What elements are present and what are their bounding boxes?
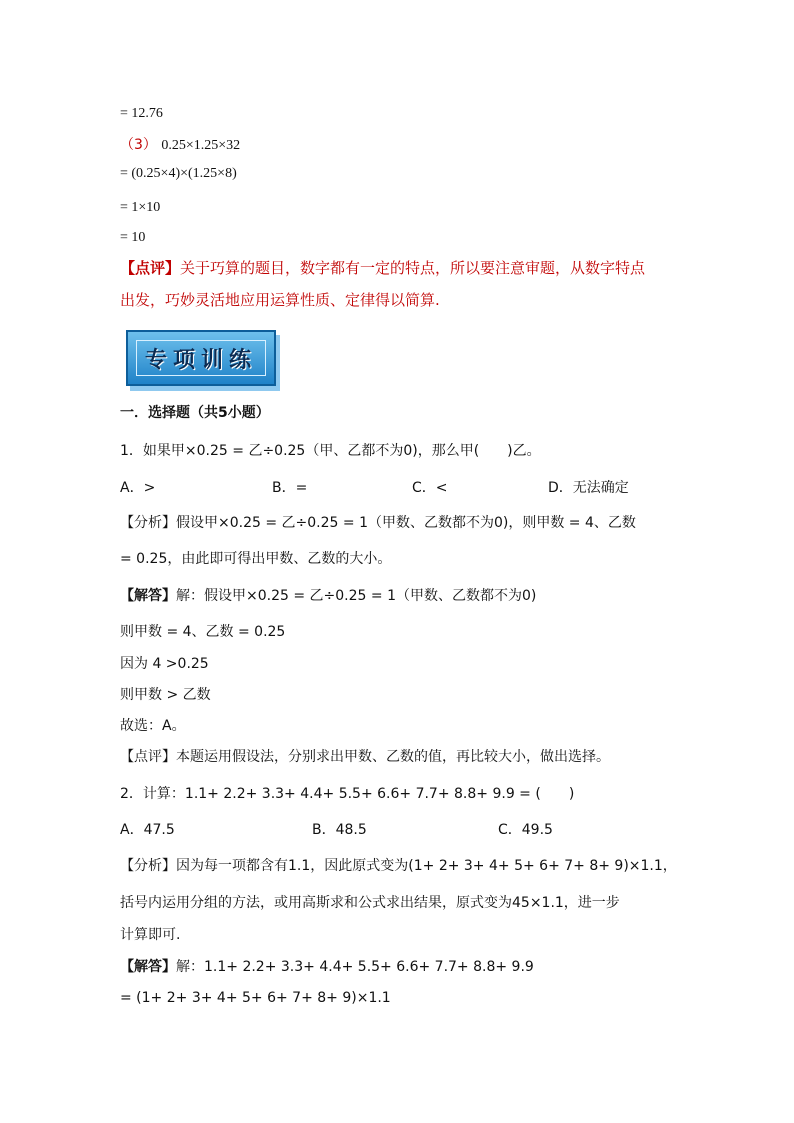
q1-answer-line1	[120, 586, 536, 606]
q1-step4: 故选：A。	[120, 718, 186, 734]
q2-stem: 2．计算：1.1+ 2.2+ 3.3+ 4.4+ 5.5+ 6.6+ 7.7+ 8.8+ 9.9 = ( )	[120, 786, 575, 802]
banner-title: 专项训练	[144, 348, 257, 373]
q2-answer-text: 解：1.1+ 2.2+ 3.3+ 4.4+ 5.5+ 6.6+ 7.7+ 8.8+ 9.9	[176, 959, 534, 975]
part3-expression: 0.25×1.25×32	[161, 138, 241, 153]
q2-option-c: C．49.5	[498, 822, 553, 838]
comment-tag: 【点评】	[120, 259, 181, 277]
q2-step1: = (1+ 2+ 3+ 4+ 5+ 6+ 7+ 8+ 9)×1.1	[120, 990, 391, 1006]
q1-option-d: D．无法确定	[548, 480, 629, 496]
prev-step-product: = 1×10	[120, 200, 161, 215]
q1-answer-text: 解：假设甲×0.25 = 乙÷0.25 = 1（甲数、乙数都不为0)	[176, 588, 537, 604]
q2-analysis-line3: 计算即可.	[120, 927, 181, 943]
q2-option-a: A．47.5	[120, 822, 175, 838]
q1-option-b: B．=	[272, 480, 308, 496]
prev-step-grouping: = (0.25×4)×(1.25×8)	[120, 166, 237, 181]
prev-comment-line2: 出发，巧妙灵活地应用运算性质、定律得以简算.	[120, 291, 440, 309]
q2-answer-tag: 【解答】	[120, 959, 176, 975]
q1-answer-tag: 【解答】	[120, 588, 176, 604]
prev-step-final: = 10	[120, 230, 146, 245]
q1-option-c: C．<	[412, 480, 448, 496]
prev-comment-line1	[120, 258, 645, 278]
q1-comment: 【点评】本题运用假设法，分别求出甲数、乙数的值，再比较大小，做出选择。	[120, 749, 610, 765]
q2-options	[120, 820, 580, 840]
q1-options	[120, 478, 680, 498]
q1-analysis-line2: = 0.25，由此即可得出甲数、乙数的大小。	[120, 551, 392, 567]
prev-part3	[120, 135, 240, 156]
q2-answer-line1	[120, 957, 534, 977]
q1-stem: 1．如果甲×0.25 = 乙÷0.25（甲、乙都不为0)，那么甲( )乙。	[120, 443, 541, 459]
q2-analysis-line2: 括号内运用分组的方法，或用高斯求和公式求出结果，原式变为45×1.1，进一步	[120, 895, 620, 911]
q1-option-a: A．>	[120, 480, 156, 496]
q2-option-b: B．48.5	[312, 822, 367, 838]
section-banner	[126, 330, 276, 386]
section-heading: 一．选择题（共5小题）	[120, 405, 270, 421]
part3-label: （3）	[120, 137, 157, 153]
q1-step3: 则甲数 > 乙数	[120, 687, 211, 703]
q1-step2: 因为 4 >0.25	[120, 656, 209, 672]
q2-analysis-line1: 【分析】因为每一项都含有1.1，因此原式变为(1+ 2+ 3+ 4+ 5+ 6+ 7+ 8+ 9)×1.1，	[120, 858, 677, 874]
prev-step-result: = 12.76	[120, 106, 163, 121]
q1-step1: 则甲数 = 4、乙数 = 0.25	[120, 624, 286, 640]
q1-analysis-line1: 【分析】假设甲×0.25 = 乙÷0.25 = 1（甲数、乙数都不为0)，则甲数 = 4、乙数	[120, 515, 636, 531]
comment-text-1: 关于巧算的题目，数字都有一定的特点，所以要注意审题，从数字特点	[180, 259, 646, 277]
